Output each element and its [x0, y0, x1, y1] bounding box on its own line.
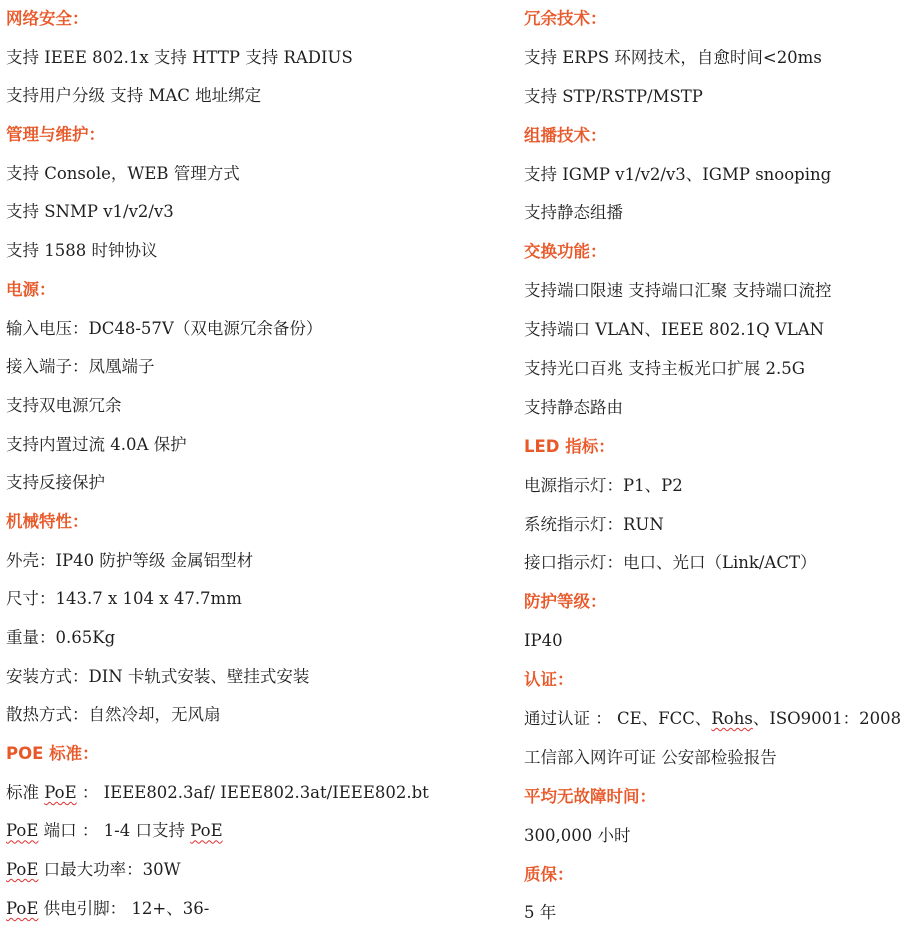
spec-line: 支持 Console，WEB 管理方式 [6, 163, 240, 183]
section-heading: 认证： [524, 670, 574, 690]
spec-line: 输入电压：DC48-57V（双电源冗余备份） [6, 318, 323, 338]
spec-line: 支持光口百兆 支持主板光口扩展 2.5G [524, 359, 805, 379]
section-heading: 防护等级： [524, 592, 607, 612]
spec-line: 系统指示灯：RUN [524, 514, 664, 534]
spec-line: 5 年 [524, 903, 557, 923]
section-heading: 交换功能： [524, 242, 607, 262]
spec-line: 支持 IEEE 802.1x 支持 HTTP 支持 RADIUS [6, 47, 353, 67]
spec-line: PoE 供电引脚： 12+、36- [6, 898, 210, 918]
spellcheck-flag: Rohs [711, 709, 753, 729]
spec-line: 支持端口 VLAN、IEEE 802.1Q VLAN [524, 320, 825, 340]
spec-column-left [6, 0, 506, 929]
spec-line: 重量：0.65Kg [6, 628, 116, 647]
spellcheck-flag: PoE [190, 821, 223, 841]
spec-line: 安装方式：DIN 卡轨式安装、壁挂式安装 [6, 666, 310, 686]
spellcheck-flag: PoE [44, 782, 77, 802]
spec-line: 电源指示灯：P1、P2 [524, 475, 683, 495]
section-heading: 机械特性： [6, 511, 89, 531]
spec-line: 支持 SNMP v1/v2/v3 [6, 202, 174, 222]
spellcheck-flag: PoE [6, 821, 39, 841]
section-heading: 质保： [524, 864, 574, 884]
spec-line: 支持 IGMP v1/v2/v3、IGMP snooping [524, 164, 832, 184]
spec-line: 接入端子：凤凰端子 [6, 357, 155, 377]
spec-line: 接口指示灯：电口、光口（Link/ACT） [524, 553, 817, 573]
spellcheck-flag: PoE [6, 898, 39, 918]
spec-line: IP40 [524, 631, 563, 651]
spec-line: 支持静态路由 [524, 397, 623, 417]
spec-line: 支持内置过流 4.0A 保护 [6, 434, 187, 454]
section-heading: 冗余技术： [524, 9, 607, 28]
spec-line: 标准 PoE ： IEEE802.3af/ IEEE802.3at/IEEE802.bt [6, 782, 429, 802]
spec-line: 支持 STP/RSTP/MSTP [524, 86, 703, 106]
spec-line: 支持反接保护 [6, 473, 105, 493]
spec-line: 支持用户分级 支持 MAC 地址绑定 [6, 86, 262, 106]
spec-line: 支持双电源冗余 [6, 395, 122, 415]
section-heading: 电源： [6, 279, 56, 299]
spec-line: 散热方式：自然冷却，无风扇 [6, 705, 221, 725]
spec-line: PoE 端口 ： 1-4 口支持 PoE [6, 821, 223, 841]
spec-line: 300,000 小时 [524, 825, 631, 845]
section-heading: 平均无故障时间： [524, 786, 656, 806]
spec-column-right [524, 0, 904, 933]
spec-line: 工信部入网许可证 公安部检验报告 [524, 747, 777, 767]
section-heading: POE 标准： [6, 744, 99, 764]
spec-line: 尺寸：143.7 x 104 x 47.7mm [6, 589, 242, 609]
section-heading: 网络安全： [6, 9, 89, 28]
spellcheck-flag: PoE [6, 860, 39, 880]
spec-line: 外壳：IP40 防护等级 金属铝型材 [6, 550, 254, 570]
spec-line: PoE 口最大功率：30W [6, 860, 181, 880]
spec-line: 通过认证 ： CE、FCC、Rohs、ISO9001：2008 [524, 709, 902, 729]
spec-line: 支持静态组播 [524, 203, 623, 223]
spec-line: 支持端口限速 支持端口汇聚 支持端口流控 [524, 281, 832, 301]
spec-line: 支持 ERPS 环网技术，自愈时间<20ms [524, 47, 822, 67]
section-heading: 管理与维护： [6, 125, 105, 145]
section-heading: 组播技术： [524, 125, 607, 145]
section-heading: LED 指标： [524, 436, 615, 456]
spec-line: 支持 1588 时钟协议 [6, 241, 158, 261]
